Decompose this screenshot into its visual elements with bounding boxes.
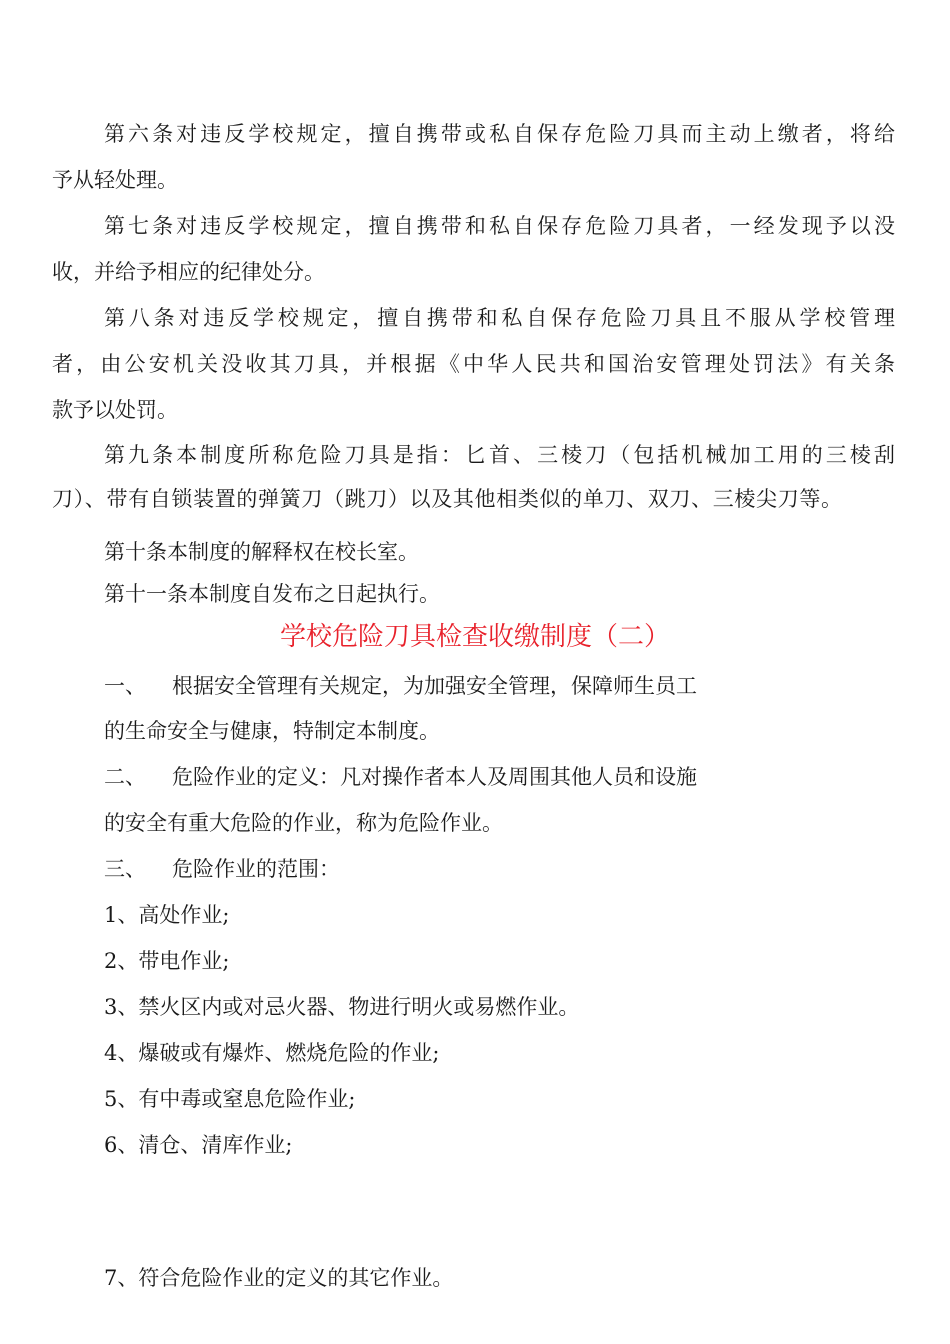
- section-1-line-1: [104, 672, 697, 700]
- section-3-line-1: [104, 855, 340, 883]
- section-1-text: 根据安全管理有关规定，为加强安全管理，保障师生员工: [172, 674, 697, 698]
- article-10: 第十条本制度的解释权在校长室。: [104, 540, 419, 564]
- section-2-number: 二、: [104, 765, 146, 789]
- section-3-number: 三、: [104, 857, 146, 881]
- scope-item-5: 5、有中毒或窒息危险作业;: [104, 1087, 356, 1111]
- article-11: 第十一条本制度自发布之日起执行。: [104, 582, 440, 606]
- scope-item-1: 1、高处作业;: [104, 903, 230, 927]
- scope-item-4: 4、爆破或有爆炸、燃烧危险的作业;: [104, 1041, 440, 1065]
- section-2-text: 危险作业的定义：凡对操作者本人及周围其他人员和设施: [172, 765, 697, 789]
- article-8-line-2: 者，由公安机关没收其刀具，并根据《中华人民共和国治安管理处罚法》有关条: [52, 352, 895, 376]
- section-1-number: 一、: [104, 674, 146, 698]
- article-6-line-2: 予从轻处理。: [52, 168, 178, 192]
- section-2-line-1: [104, 763, 697, 791]
- article-6-line-1: 第六条对违反学校规定，擅自携带或私自保存危险刀具而主动上缴者，将给: [104, 122, 895, 146]
- article-8-line-1: 第八条对违反学校规定，擅自携带和私自保存危险刀具且不服从学校管理: [104, 306, 895, 330]
- section-3-text: 危险作业的范围：: [172, 857, 340, 881]
- section-2-line-2: 的安全有重大危险的作业，称为危险作业。: [104, 811, 503, 835]
- scope-item-2: 2、带电作业;: [104, 949, 230, 973]
- article-7-line-2: 收，并给予相应的纪律处分。: [52, 260, 325, 284]
- article-9-line-2: 刀）、带有自锁装置的弹簧刀（跳刀）以及其他相类似的单刀、双刀、三棱尖刀等。: [52, 487, 842, 511]
- article-8-line-3: 款予以处罚。: [52, 398, 178, 422]
- scope-item-3: 3、禁火区内或对忌火器、物进行明火或易燃作业。: [104, 995, 580, 1019]
- section-title: 学校危险刀具检查收缴制度（二）: [279, 622, 670, 652]
- article-7-line-1: 第七条对违反学校规定，擅自携带和私自保存危险刀具者，一经发现予以没: [104, 214, 895, 238]
- scope-item-6: 6、清仓、清库作业;: [104, 1133, 293, 1157]
- article-9-line-1: 第九条本制度所称危险刀具是指：匕首、三棱刀（包括机械加工用的三棱刮: [104, 443, 895, 467]
- section-1-line-2: 的生命安全与健康，特制定本制度。: [104, 719, 440, 743]
- scope-item-7: 7、符合危险作业的定义的其它作业。: [104, 1266, 454, 1290]
